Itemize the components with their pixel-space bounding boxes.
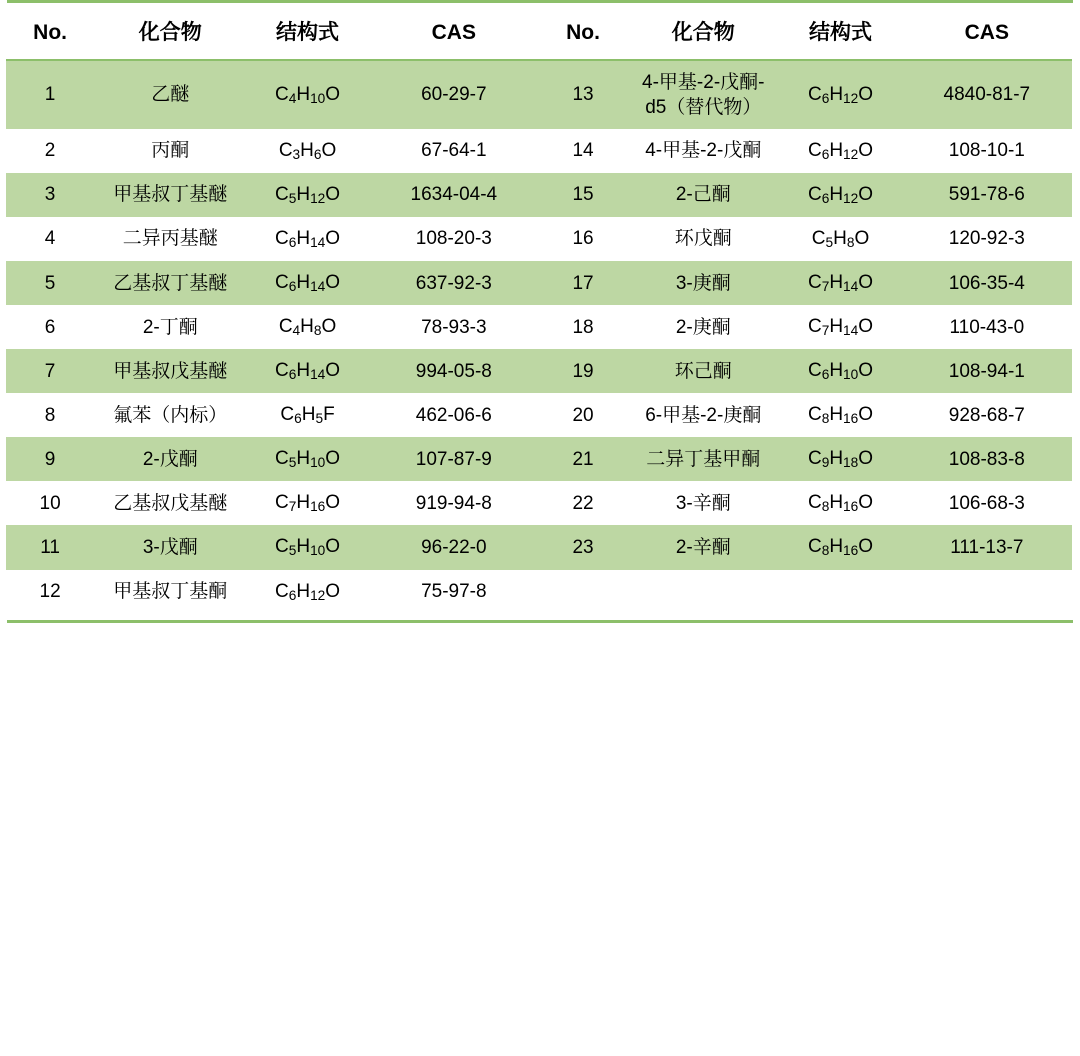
- cell-no-left: 10: [6, 481, 94, 525]
- cell-cas-right: 106-68-3: [902, 481, 1072, 525]
- cell-compound-right: 2-己酮: [627, 173, 779, 217]
- header-cell-formula-right: 结构式: [779, 7, 901, 60]
- cell-no-left: 8: [6, 393, 94, 437]
- cell-cas-left: 919-94-8: [369, 481, 539, 525]
- cell-compound-right: 3-辛酮: [627, 481, 779, 525]
- cell-formula-right: $C_8H_{16}O$: [779, 481, 901, 525]
- cell-compound-left: 2-丁酮: [94, 305, 246, 349]
- table-row: [6, 393, 1072, 437]
- cell-compound-left: 乙基叔戊基醚: [94, 481, 246, 525]
- cell-no-right: 13: [539, 60, 627, 129]
- table-row: [6, 305, 1072, 349]
- cell-compound-right: 4-甲基-2-戊酮-d5（替代物）: [627, 60, 779, 129]
- cell-cas-right: 111-13-7: [902, 525, 1072, 569]
- cell-cas-right: 4840-81-7: [902, 60, 1072, 129]
- cell-formula-left: $C_7H_{16}O$: [246, 481, 368, 525]
- table-row: [6, 525, 1072, 569]
- cell-compound-left: 3-戊酮: [94, 525, 246, 569]
- cell-cas-left: 1634-04-4: [369, 173, 539, 217]
- cell-cas-right: 108-83-8: [902, 437, 1072, 481]
- table-row: [6, 129, 1072, 173]
- cell-compound-right: 二异丁基甲酮: [627, 437, 779, 481]
- cell-compound-left: 氟苯（内标）: [94, 393, 246, 437]
- cell-formula-right: $C_6H_{12}O$: [779, 129, 901, 173]
- cell-formula-right: $C_8H_{16}O$: [779, 525, 901, 569]
- cell-cas-left: 60-29-7: [369, 60, 539, 129]
- table-body: [6, 60, 1072, 614]
- table-row: [6, 570, 1072, 614]
- table-bottom-rule: [7, 620, 1073, 623]
- header-cell-cas-right: CAS: [902, 7, 1072, 60]
- table-header: [6, 7, 1072, 60]
- cell-no-left: 4: [6, 217, 94, 261]
- cell-no-left: 11: [6, 525, 94, 569]
- cell-formula-right: $C_7H_{14}O$: [779, 305, 901, 349]
- cell-cas-right: 106-35-4: [902, 261, 1072, 305]
- cell-no-left: 12: [6, 570, 94, 614]
- cell-compound-left: 乙醚: [94, 60, 246, 129]
- table-row: [6, 217, 1072, 261]
- compound-table-container: [0, 3, 1080, 620]
- cell-no-right: 17: [539, 261, 627, 305]
- cell-formula-left: $C_5H_{12}O$: [246, 173, 368, 217]
- cell-no-right: 18: [539, 305, 627, 349]
- table-row: [6, 173, 1072, 217]
- cell-no-left: 7: [6, 349, 94, 393]
- cell-formula-right: $C_5H_8O$: [779, 217, 901, 261]
- cell-formula-left: $C_3H_6O$: [246, 129, 368, 173]
- cell-formula-left: $C_6H_{14}O$: [246, 217, 368, 261]
- cell-cas-left: 462-06-6: [369, 393, 539, 437]
- cell-formula-right: $C_6H_{12}O$: [779, 60, 901, 129]
- cell-cas-left: 107-87-9: [369, 437, 539, 481]
- cell-no-right: 14: [539, 129, 627, 173]
- cell-no-right: 23: [539, 525, 627, 569]
- header-cell-no-right: No.: [539, 7, 627, 60]
- cell-compound-left: 甲基叔丁基醚: [94, 173, 246, 217]
- cell-compound-left: 甲基叔戊基醚: [94, 349, 246, 393]
- cell-formula-right: $C_8H_{16}O$: [779, 393, 901, 437]
- cell-cas-right: 108-94-1: [902, 349, 1072, 393]
- cell-formula-left: $C_6H_5F$: [246, 393, 368, 437]
- header-cell-no-left: No.: [6, 7, 94, 60]
- compound-table: [6, 7, 1072, 614]
- cell-formula-right: $C_9H_{18}O$: [779, 437, 901, 481]
- table-row: [6, 437, 1072, 481]
- cell-no-left: 1: [6, 60, 94, 129]
- cell-compound-left: 丙酮: [94, 129, 246, 173]
- header-cell-cas-left: CAS: [369, 7, 539, 60]
- cell-formula-left: $C_6H_{12}O$: [246, 570, 368, 614]
- table-header-row: [6, 7, 1072, 60]
- cell-formula-left: $C_6H_{14}O$: [246, 261, 368, 305]
- cell-compound-right: 2-辛酮: [627, 525, 779, 569]
- cell-no-left: 5: [6, 261, 94, 305]
- cell-cas-left: 67-64-1: [369, 129, 539, 173]
- cell-cas-right: 110-43-0: [902, 305, 1072, 349]
- cell-cas-right: [902, 570, 1072, 614]
- cell-no-left: 2: [6, 129, 94, 173]
- cell-compound-left: 2-戊酮: [94, 437, 246, 481]
- cell-compound-left: 二异丙基醚: [94, 217, 246, 261]
- cell-compound-right: 环己酮: [627, 349, 779, 393]
- cell-cas-right: 108-10-1: [902, 129, 1072, 173]
- cell-cas-right: 591-78-6: [902, 173, 1072, 217]
- cell-formula-right: $C_6H_{12}O$: [779, 173, 901, 217]
- cell-no-right: 15: [539, 173, 627, 217]
- cell-cas-left: 75-97-8: [369, 570, 539, 614]
- table-row: [6, 60, 1072, 129]
- cell-formula-left: $C_4H_8O$: [246, 305, 368, 349]
- cell-cas-right: 928-68-7: [902, 393, 1072, 437]
- cell-formula-left: $C_6H_{14}O$: [246, 349, 368, 393]
- cell-no-right: 19: [539, 349, 627, 393]
- cell-cas-right: 120-92-3: [902, 217, 1072, 261]
- header-cell-compound-right: 化合物: [627, 7, 779, 60]
- cell-compound-right: 3-庚酮: [627, 261, 779, 305]
- cell-cas-left: 994-05-8: [369, 349, 539, 393]
- cell-no-left: 6: [6, 305, 94, 349]
- cell-cas-left: 637-92-3: [369, 261, 539, 305]
- cell-cas-left: 96-22-0: [369, 525, 539, 569]
- cell-formula-right: [779, 570, 901, 614]
- cell-no-right: [539, 570, 627, 614]
- cell-no-left: 9: [6, 437, 94, 481]
- cell-formula-left: $C_5H_{10}O$: [246, 437, 368, 481]
- cell-formula-right: $C_6H_{10}O$: [779, 349, 901, 393]
- table-row: [6, 481, 1072, 525]
- cell-formula-right: $C_7H_{14}O$: [779, 261, 901, 305]
- cell-formula-left: $C_4H_{10}O$: [246, 60, 368, 129]
- cell-compound-left: 甲基叔丁基酮: [94, 570, 246, 614]
- cell-no-right: 22: [539, 481, 627, 525]
- header-cell-formula-left: 结构式: [246, 7, 368, 60]
- cell-cas-left: 78-93-3: [369, 305, 539, 349]
- cell-cas-left: 108-20-3: [369, 217, 539, 261]
- cell-no-right: 21: [539, 437, 627, 481]
- cell-compound-right: 4-甲基-2-戊酮: [627, 129, 779, 173]
- cell-compound-right: 6-甲基-2-庚酮: [627, 393, 779, 437]
- cell-formula-left: $C_5H_{10}O$: [246, 525, 368, 569]
- cell-no-right: 16: [539, 217, 627, 261]
- table-row: [6, 349, 1072, 393]
- cell-no-left: 3: [6, 173, 94, 217]
- cell-no-right: 20: [539, 393, 627, 437]
- header-cell-compound-left: 化合物: [94, 7, 246, 60]
- cell-compound-left: 乙基叔丁基醚: [94, 261, 246, 305]
- table-row: [6, 261, 1072, 305]
- cell-compound-right: 环戊酮: [627, 217, 779, 261]
- cell-compound-right: [627, 570, 779, 614]
- cell-compound-right: 2-庚酮: [627, 305, 779, 349]
